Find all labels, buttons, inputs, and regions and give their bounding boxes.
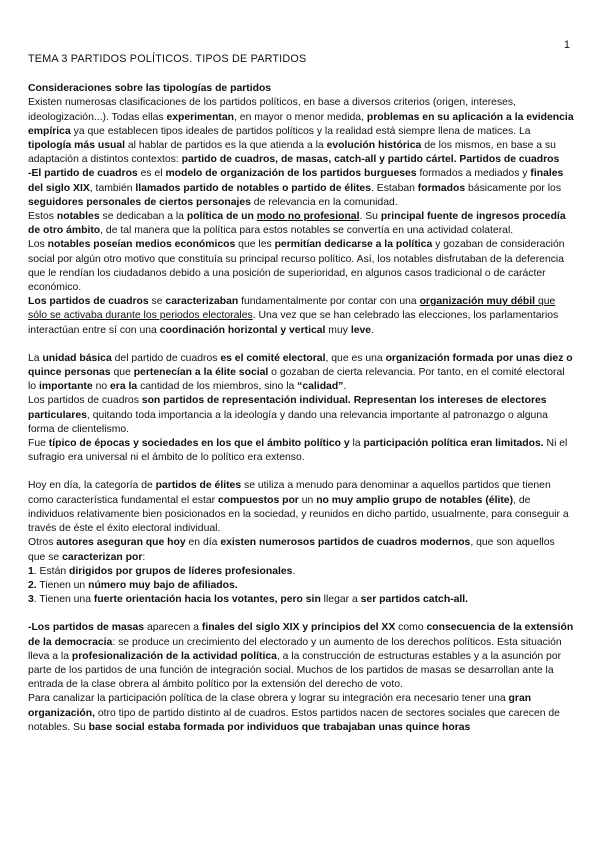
text-run: se: [148, 296, 166, 308]
text-run: al hablar de partidos es la que atienda a la: [125, 140, 327, 152]
text-run: , quitando toda importancia a la ideología y dando una relevancia importante al patronazgo o alguna forma de clientelismo.: [28, 409, 548, 435]
text-run: . Su: [359, 211, 381, 223]
bold-text: importante: [38, 381, 93, 393]
text-run: : se produce un crecimiento del electorado y un aumento de los derechos políticos. Esta situación lleva a la: [28, 636, 562, 662]
text-run: un: [298, 494, 317, 506]
text-run: que: [110, 367, 134, 379]
bold-text: coordinación horizontal y vertical: [159, 324, 326, 336]
text-run: :: [142, 551, 146, 563]
text-run: , también: [89, 182, 136, 194]
bold-text: problemas en su aplicación a la evidencia empírica: [28, 111, 574, 137]
text-run: Ni el sufragio era universal ni el ámbito de lo político era extenso.: [28, 438, 568, 464]
paragraph: [28, 621, 574, 692]
bold-text: 2.: [28, 579, 37, 591]
text-run: como: [395, 622, 427, 634]
text-run: . Tienen una: [33, 594, 94, 606]
bold-text: fuerte orientación hacia los votantes, pero sin: [93, 594, 321, 606]
bold-text: “calidad”: [297, 381, 344, 393]
bold-text: organización muy débil: [419, 296, 536, 308]
bold-text: base social estaba formada por individuos que trabajaban unas quince horas: [88, 721, 471, 733]
text-run: formados a mediados y: [416, 168, 531, 180]
text-run: . Estaban: [371, 182, 418, 194]
text-run: . Una vez que se han celebrado las elecciones, los parlamentarios interactúan entre sí con una: [28, 310, 559, 336]
bold-text: formados: [417, 182, 466, 194]
text-run: de relevancia en la comunidad.: [250, 196, 398, 208]
bold-text: número muy bajo de afiliados.: [88, 579, 238, 591]
text-run: aparecen a: [144, 622, 202, 634]
text-run: llegar a: [320, 594, 361, 606]
paragraph: [28, 210, 574, 238]
paragraph: [28, 82, 574, 167]
bold-text: ser partidos catch-all.: [360, 594, 469, 606]
paragraph: [28, 692, 574, 735]
bold-text: es el comité electoral: [220, 352, 326, 364]
text-run: Estos: [28, 211, 57, 223]
bold-text: -Los partidos de masas: [28, 622, 145, 634]
bold-text: típico de épocas y sociedades en los que el ámbito político y: [48, 438, 350, 450]
bold-text: Los partidos de cuadros: [28, 296, 149, 308]
text-run: Los partidos de cuadros: [28, 395, 142, 407]
bold-text: llamados partido de notables o partido de élites: [135, 182, 371, 194]
paragraph: [28, 479, 574, 536]
text-run: Otros: [28, 537, 57, 549]
text-run: que les: [235, 239, 275, 251]
text-run: , a la construcción de estructuras estables y a la asunción por parte de los partidos de una función de integración social. Muchos de los partidos de masas se desarrollan ante la entrada de la clase obrera al ámbito político por la extensión del derecho de voto.: [28, 650, 562, 691]
bold-text: pertenecían a la élite social: [133, 367, 269, 379]
bold-text: evolución histórica: [326, 140, 422, 152]
paragraph-gap: [28, 338, 574, 352]
text-run: , en mayor o menor medida,: [234, 111, 367, 123]
text-run: se dedicaban a la: [99, 211, 187, 223]
text-run: .: [371, 324, 374, 336]
document-content: [28, 82, 574, 735]
text-run: no: [92, 381, 111, 393]
text-run: y gozaban de consideración social por algún otro motivo que constituía su principal recurso político. Así, los notables disfrutaban de la deferencia que le rendían los ciudadanos debido a una posición de superioridad, en algunos casos tradicional o de carácter económico.: [28, 239, 565, 294]
text-run: .: [343, 381, 347, 393]
bold-text: finales del siglo XIX y principios del XX: [201, 622, 396, 634]
text-run: cantidad de los miembros, sino la: [137, 381, 298, 393]
paragraph: [28, 579, 574, 593]
bold-text: compuestos por: [218, 494, 299, 506]
bold-text: Consideraciones sobre las tipologías de partidos: [28, 83, 272, 95]
text-run: , que son aquellos que se: [28, 537, 555, 563]
bold-text: participación política eran limitados.: [363, 438, 544, 450]
text-run: Fue: [28, 438, 49, 450]
paragraph: [28, 394, 574, 437]
text-run: la: [349, 438, 364, 450]
text-run: , de individuos relativamente bien posicionados en la sociedad, y reunidos en dicho partido, usualmente, para conseguir a través de éste el éxito electoral individual.: [28, 494, 569, 535]
document-title: TEMA 3 PARTIDOS POLÍTICOS. TIPOS DE PARTIDOS: [28, 53, 307, 65]
paragraph: [28, 437, 574, 465]
text-run: en día: [185, 537, 221, 549]
text-run: .: [292, 565, 296, 577]
bold-text: era la: [110, 381, 138, 393]
paragraph: [28, 352, 574, 395]
text-run: La: [28, 352, 43, 364]
bold-text: organización formada por unas diez o quince personas: [28, 352, 573, 379]
paragraph: [28, 536, 574, 564]
bold-text: caracterizaban: [165, 296, 239, 308]
bold-text: son partidos de representación individual. Representan los intereses de electores particulares: [28, 395, 547, 421]
bold-text: no muy amplio grupo de notables (élite): [316, 494, 514, 506]
bold-text: leve: [350, 324, 372, 336]
bold-text: seguidores personales de ciertos personajes: [28, 196, 251, 208]
text-run: Existen numerosas clasificaciones de los partidos políticos, en base a diversos criterios (origen, intereses, ideologización...). Todas ellas: [28, 97, 517, 123]
text-run: se utiliza a menudo para denominar a aquellos partidos que tienen como característica fundamental el estar: [28, 480, 551, 506]
bold-text: notables: [56, 211, 100, 223]
paragraph: [28, 565, 574, 579]
text-run: básicamente por los: [465, 182, 562, 194]
bold-text: 3: [28, 594, 34, 606]
bold-text: autores aseguran que hoy: [56, 537, 186, 549]
bold-text: principal fuente de ingresos procedía de otro ámbito: [28, 211, 566, 237]
bold-text: caracterizan por: [62, 551, 143, 563]
text-run: Para canalizar la participación política de la clase obrera y lograr su integración era necesario tener una: [28, 693, 509, 705]
bold-text: permitían dedicarse a la política: [274, 239, 433, 251]
bold-text: existen numerosos partidos de cuadros modernos: [220, 537, 471, 549]
bold-text: finales del siglo XIX: [28, 168, 564, 194]
text-run: del partido de cuadros: [111, 352, 221, 364]
text-run: Los: [28, 239, 48, 251]
text-run: de los mismos, en base a su adaptación a distintos contextos:: [28, 140, 556, 166]
paragraph: [28, 593, 574, 607]
bold-text: gran organización,: [28, 693, 532, 719]
bold-text: experimentan: [166, 111, 235, 123]
bold-text: 1: [28, 565, 34, 577]
text-run: o gozaban de cierta relevancia. Por tanto, en el comité electoral lo: [28, 367, 565, 393]
paragraph-gap: [28, 607, 574, 621]
bold-text: tipología más usual: [28, 140, 125, 152]
bold-text: profesionalización de la actividad política: [71, 650, 277, 662]
text-run: ya que establecen tipos ideales de partidos políticos y la realidad está siempre llena de matices. La: [70, 125, 531, 137]
document-body: [28, 52, 574, 735]
paragraph: [28, 295, 574, 338]
text-run: . Están: [33, 565, 70, 577]
bold-text: partido de cuadros, de masas, catch-all y partido cártel. Partidos de cuadros: [181, 154, 560, 166]
text-run: , de tal manera que la política para estos notables se convertía en una actividad colateral.: [100, 225, 514, 237]
text-run: muy: [325, 324, 351, 336]
bold-text: notables poseían medios económicos: [47, 239, 236, 251]
text-run: otro tipo de partido distinto al de cuadros. Estos partidos nacen de sectores sociales que carecen de notables. Su: [28, 707, 560, 733]
bold-text: -El partido de cuadros: [28, 168, 138, 180]
paragraph: [28, 167, 574, 210]
text-run: es el: [137, 168, 166, 180]
bold-text: política de un: [186, 211, 257, 223]
page-number: 1: [563, 39, 570, 51]
bold-text: unidad básica: [42, 352, 112, 364]
text-run: fundamentalmente por contar con una: [238, 296, 420, 308]
text-run: que sólo se activaba durante los periodos electorales: [28, 296, 556, 322]
text-run: , que es una: [325, 352, 386, 364]
bold-text: modelo de organización de los partidos burgueses: [165, 168, 417, 180]
text-run: Hoy en día, la categoría de: [28, 480, 156, 492]
paragraph-gap: [28, 465, 574, 479]
text-run: Tienen un: [36, 579, 89, 591]
bold-text: modo no profesional: [256, 211, 360, 223]
bold-text: dirigidos por grupos de líderes profesionales: [69, 565, 293, 577]
paragraph: [28, 238, 574, 295]
bold-text: consecuencia de la extensión de la democracia: [28, 622, 574, 648]
bold-text: partidos de élites: [155, 480, 242, 492]
